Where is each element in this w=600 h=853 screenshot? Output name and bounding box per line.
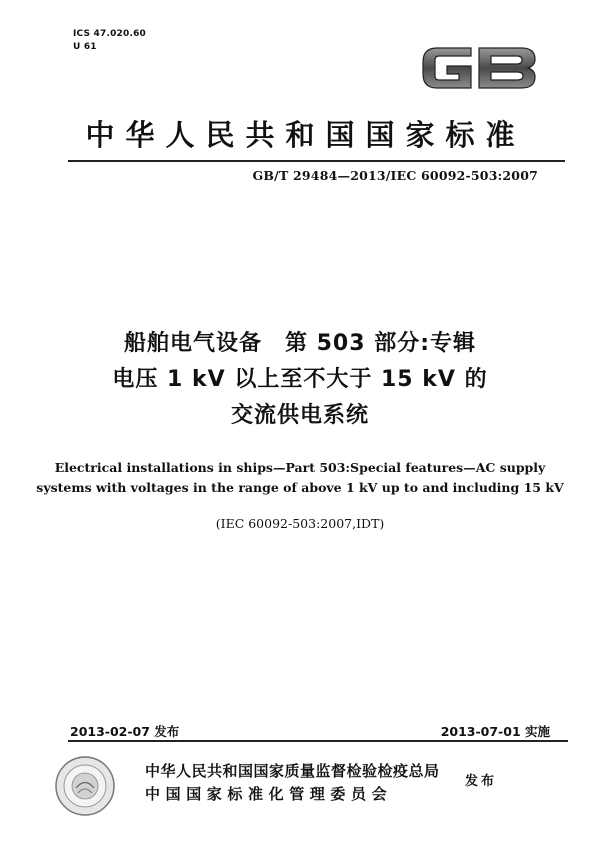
gb-logo: [417, 38, 541, 98]
publish-label: 发布: [465, 774, 498, 789]
issuer-aqsiq: 中华人民共和国国家质量监督检验检疫总局: [145, 762, 440, 780]
issuer-sac: 中国国家标准化管理委员会: [145, 785, 393, 803]
footer-divider: [68, 740, 568, 742]
anti-counterfeit-seal: [54, 755, 116, 817]
chinese-title-line-2: 电压 1 kV 以上至不大于 15 kV 的: [112, 367, 488, 392]
ccs-code: U 61: [73, 42, 97, 52]
issue-date: 2013-02-07 发布: [70, 724, 180, 739]
equivalence-note: (IEC 60092-503:2007,IDT): [215, 516, 385, 531]
issuing-authorities: [145, 760, 440, 806]
chinese-title-line-1: 船舶电气设备 第 503 部分:专辑: [123, 331, 477, 356]
national-standard-title: 中华人民共和国国家标准: [85, 118, 526, 152]
english-title: [0, 458, 600, 498]
classification-codes: [73, 28, 146, 54]
standard-number: GB/T 29484—2013/IEC 60092-503:2007: [252, 168, 538, 183]
chinese-title: [0, 326, 600, 434]
chinese-title-line-3: 交流供电系统: [230, 403, 369, 428]
implementation-date: 2013-07-01 实施: [440, 724, 550, 739]
english-title-line-2: systems with voltages in the range of above 1 kV up to and including 15 kV: [36, 480, 564, 495]
ics-code: ICS 47.020.60: [73, 29, 147, 39]
english-title-line-1: Electrical installations in ships—Part 503:Special features—AC supply: [54, 460, 546, 475]
header-divider: [68, 160, 565, 162]
